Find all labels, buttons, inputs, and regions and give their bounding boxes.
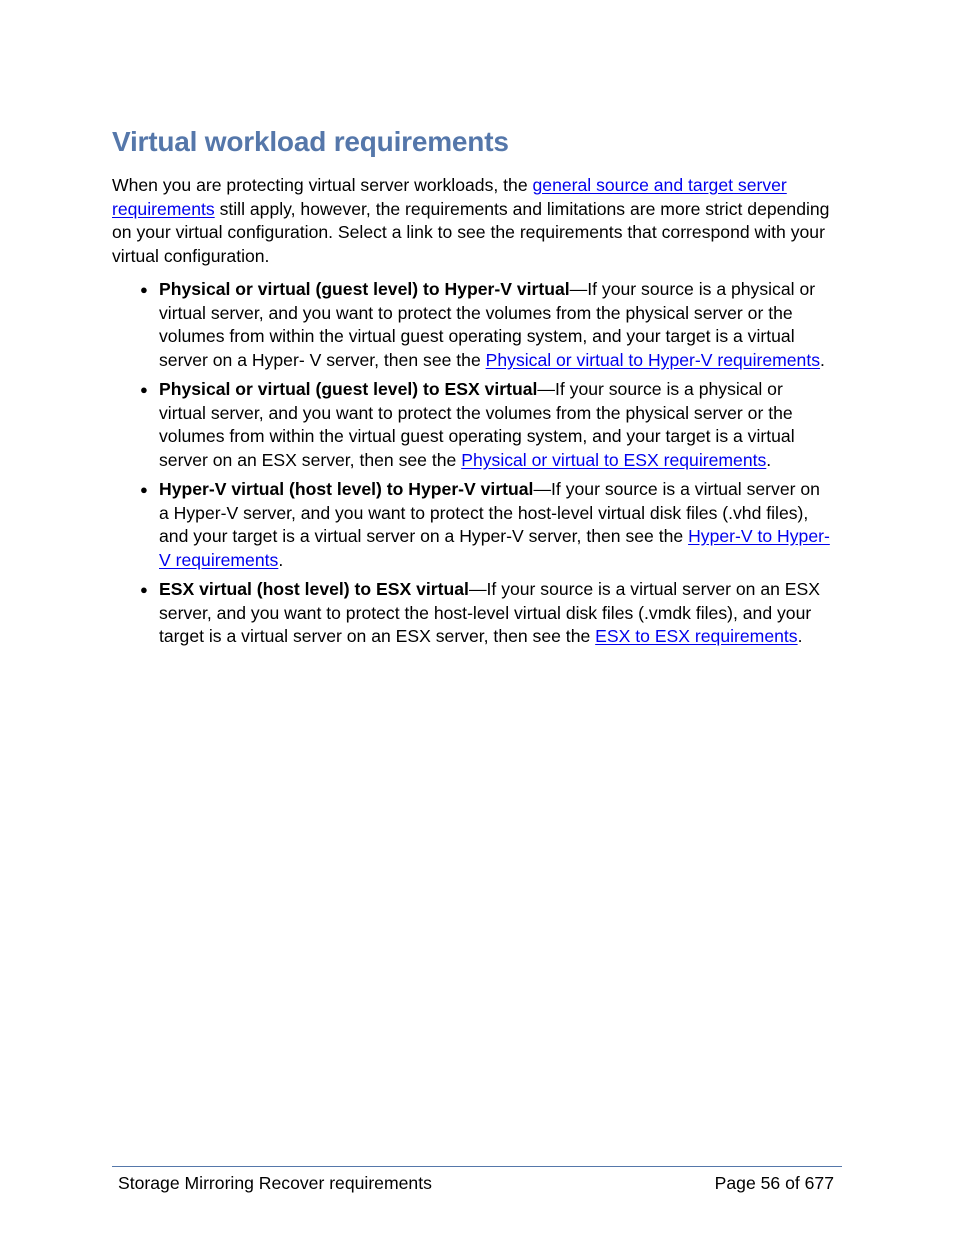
list-item	[140, 278, 834, 372]
physical-to-esx-link[interactable]: Physical or virtual to ESX requirements	[461, 449, 767, 470]
requirements-list	[112, 278, 834, 649]
item-end: .	[797, 626, 803, 646]
footer-divider	[112, 1166, 842, 1167]
bullet-icon: ●	[140, 382, 148, 397]
document-body	[112, 174, 834, 655]
list-item	[140, 578, 834, 649]
item-heading: ESX virtual (host level) to ESX virtual	[159, 579, 469, 599]
footer-page-number: Page 56 of 677	[714, 1173, 834, 1193]
page-title: Virtual workload requirements	[112, 126, 509, 157]
physical-to-hyperv-link[interactable]: Physical or virtual to Hyper-V requirements	[485, 349, 821, 370]
footer-section-title: Storage Mirroring Recover requirements	[118, 1173, 432, 1193]
intro-paragraph	[112, 174, 834, 268]
intro-text-before: When you are protecting virtual server workloads, the	[112, 175, 533, 195]
intro-text-after: still apply, however, the requirements and limitations are more strict depending on your virtual configuration. Select a link to see the requirements that correspond with your virtual configuration.	[112, 198, 830, 266]
item-text: —If your source is a physical or virtual server, and you want to protect the volumes from the physical server or the volumes from within the virtual guest operating system, and your target is a virtual server on a Hyper- V server, then see the	[159, 279, 816, 370]
bullet-icon: ●	[140, 282, 148, 297]
list-item	[140, 378, 834, 472]
item-heading: Physical or virtual (guest level) to ESX virtual	[159, 379, 538, 399]
item-heading: Physical or virtual (guest level) to Hyper-V virtual	[159, 279, 570, 299]
bullet-icon: ●	[140, 482, 148, 497]
list-item	[140, 478, 834, 572]
item-heading: Hyper-V virtual (host level) to Hyper-V virtual	[159, 479, 534, 499]
general-requirements-link[interactable]: general source and target server requirements	[112, 175, 787, 219]
hyperv-to-hyperv-link[interactable]: Hyper-V to Hyper-V requirements	[159, 526, 830, 570]
item-end: .	[820, 349, 825, 370]
item-text: —If your source is a physical or virtual server, and you want to protect the volumes from the physical server or the volumes from within the virtual guest operating system, and your target is a virtual server on an ESX server, then see the	[159, 379, 795, 470]
item-end: .	[766, 449, 772, 470]
bullet-icon: ●	[140, 582, 148, 597]
item-text: —If your source is a virtual server on an ESX server, and you want to protect the host-level virtual disk files (.vmdk files), and your target is a virtual server on an ESX server, then see the	[159, 579, 820, 646]
esx-to-esx-link[interactable]: ESX to ESX requirements	[595, 626, 798, 646]
item-end: .	[278, 549, 284, 570]
item-text: —If your source is a virtual server on a Hyper-V server, and you want to protect the host-level virtual disk files (.vhd files), and your target is a virtual server on a Hyper-V server, then see the	[159, 479, 820, 546]
